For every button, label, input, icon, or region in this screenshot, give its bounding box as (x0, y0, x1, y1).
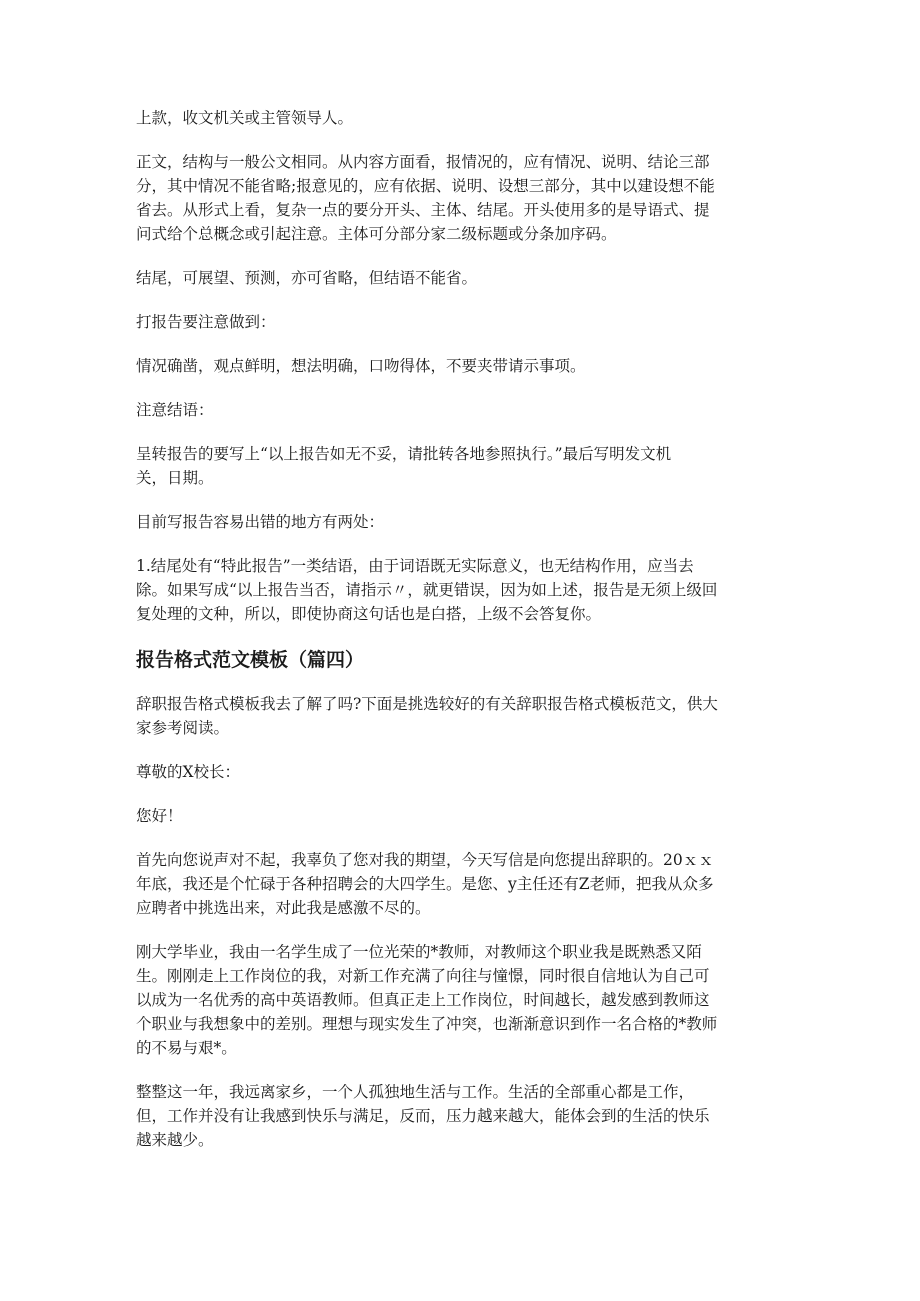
section-heading: 报告格式范文模板（篇四） (136, 649, 365, 671)
paragraph-closing-title: 注意结语： (136, 401, 214, 419)
paragraph-closing-content: 呈转报告的要写上“以上报告如无不妥，请批转各地参照执行。”最后写明发文机 关，日期。 (136, 445, 672, 487)
paragraph-apology: 首先向您说声对不起，我辜负了您对我的期望，今天写信是向您提出辞职的。20ｘｘ 年底，我还是个忙碌于各种招聘会的大四学生。是您、y主任还有Z老师，把我从众多 应聘者中挑选出来，对此我是感激不尽的。 (136, 851, 714, 917)
paragraph-body-structure: 正文，结构与一般公文相同。从内容方面看，报情况的，应有情况、说明、结论三部 分，其中情况不能省略;报意见的，应有依据、说明、设想三部分，其中以建设想不能 省去。从形式上看，复杂一点的要分开头、主体、结尾。开头使用多的是导语式、提 问式给个总概念或引起注意。主体可分部分家二级标题或分条加序码。 (136, 153, 715, 243)
paragraph-notes-title: 打报告要注意做到： (136, 313, 276, 331)
paragraph-errors-title: 目前写报告容易出错的地方有两处： (136, 513, 385, 531)
paragraph-notes-content: 情况确凿，观点鲜明，想法明确，口吻得体，不要夹带请示事项。 (136, 357, 586, 375)
paragraph-graduation: 刚大学毕业，我由一名学生成了一位光荣的*教师，对教师这个职业我是既熟悉又陌 生。刚刚走上工作岗位的我，对新工作充满了向往与憧憬，同时很自信地认为自己可 以成为一名优秀的高中英语教师。但真正走上工作岗位，时间越长，越发感到教师这 个职业与我想象中的差别。理想与现实发生了冲突，也渐渐意识到作一名合格的*教师 的不易与艰*。 (136, 943, 718, 1057)
paragraph-addressee: 尊敬的X校长： (136, 763, 241, 781)
paragraph-ending: 结尾，可展望、预测，亦可省略，但结语不能省。 (136, 269, 478, 287)
document-page (136, 106, 784, 1172)
paragraph-year-away: 整整这一年，我远离家乡，一个人孤独地生活与工作。生活的全部重心都是工作， 但，工作并没有让我感到快乐与满足，反而，压力越来越大，能体会到的生活的快乐 越来越少。 (136, 1083, 710, 1149)
paragraph-salutation-section: 上款，收文机关或主管领导人。 (136, 109, 354, 127)
paragraph-greeting: 您好！ (136, 807, 183, 825)
paragraph-intro: 辞职报告格式模板我去了解了吗?下面是挑选较好的有关辞职报告格式模板范文，供大 家参考阅读。 (136, 695, 718, 737)
paragraph-error-one: 1.结尾处有“特此报告”一类结语，由于词语既无实际意义，也无结构作用，应当去 除。如果写成“以上报告当否，请指示〃，就更错误，因为如上述，报告是无须上级回 复处理的文种，所以，即使协商这句话也是白搭，上级不会答复你。 (136, 557, 718, 623)
